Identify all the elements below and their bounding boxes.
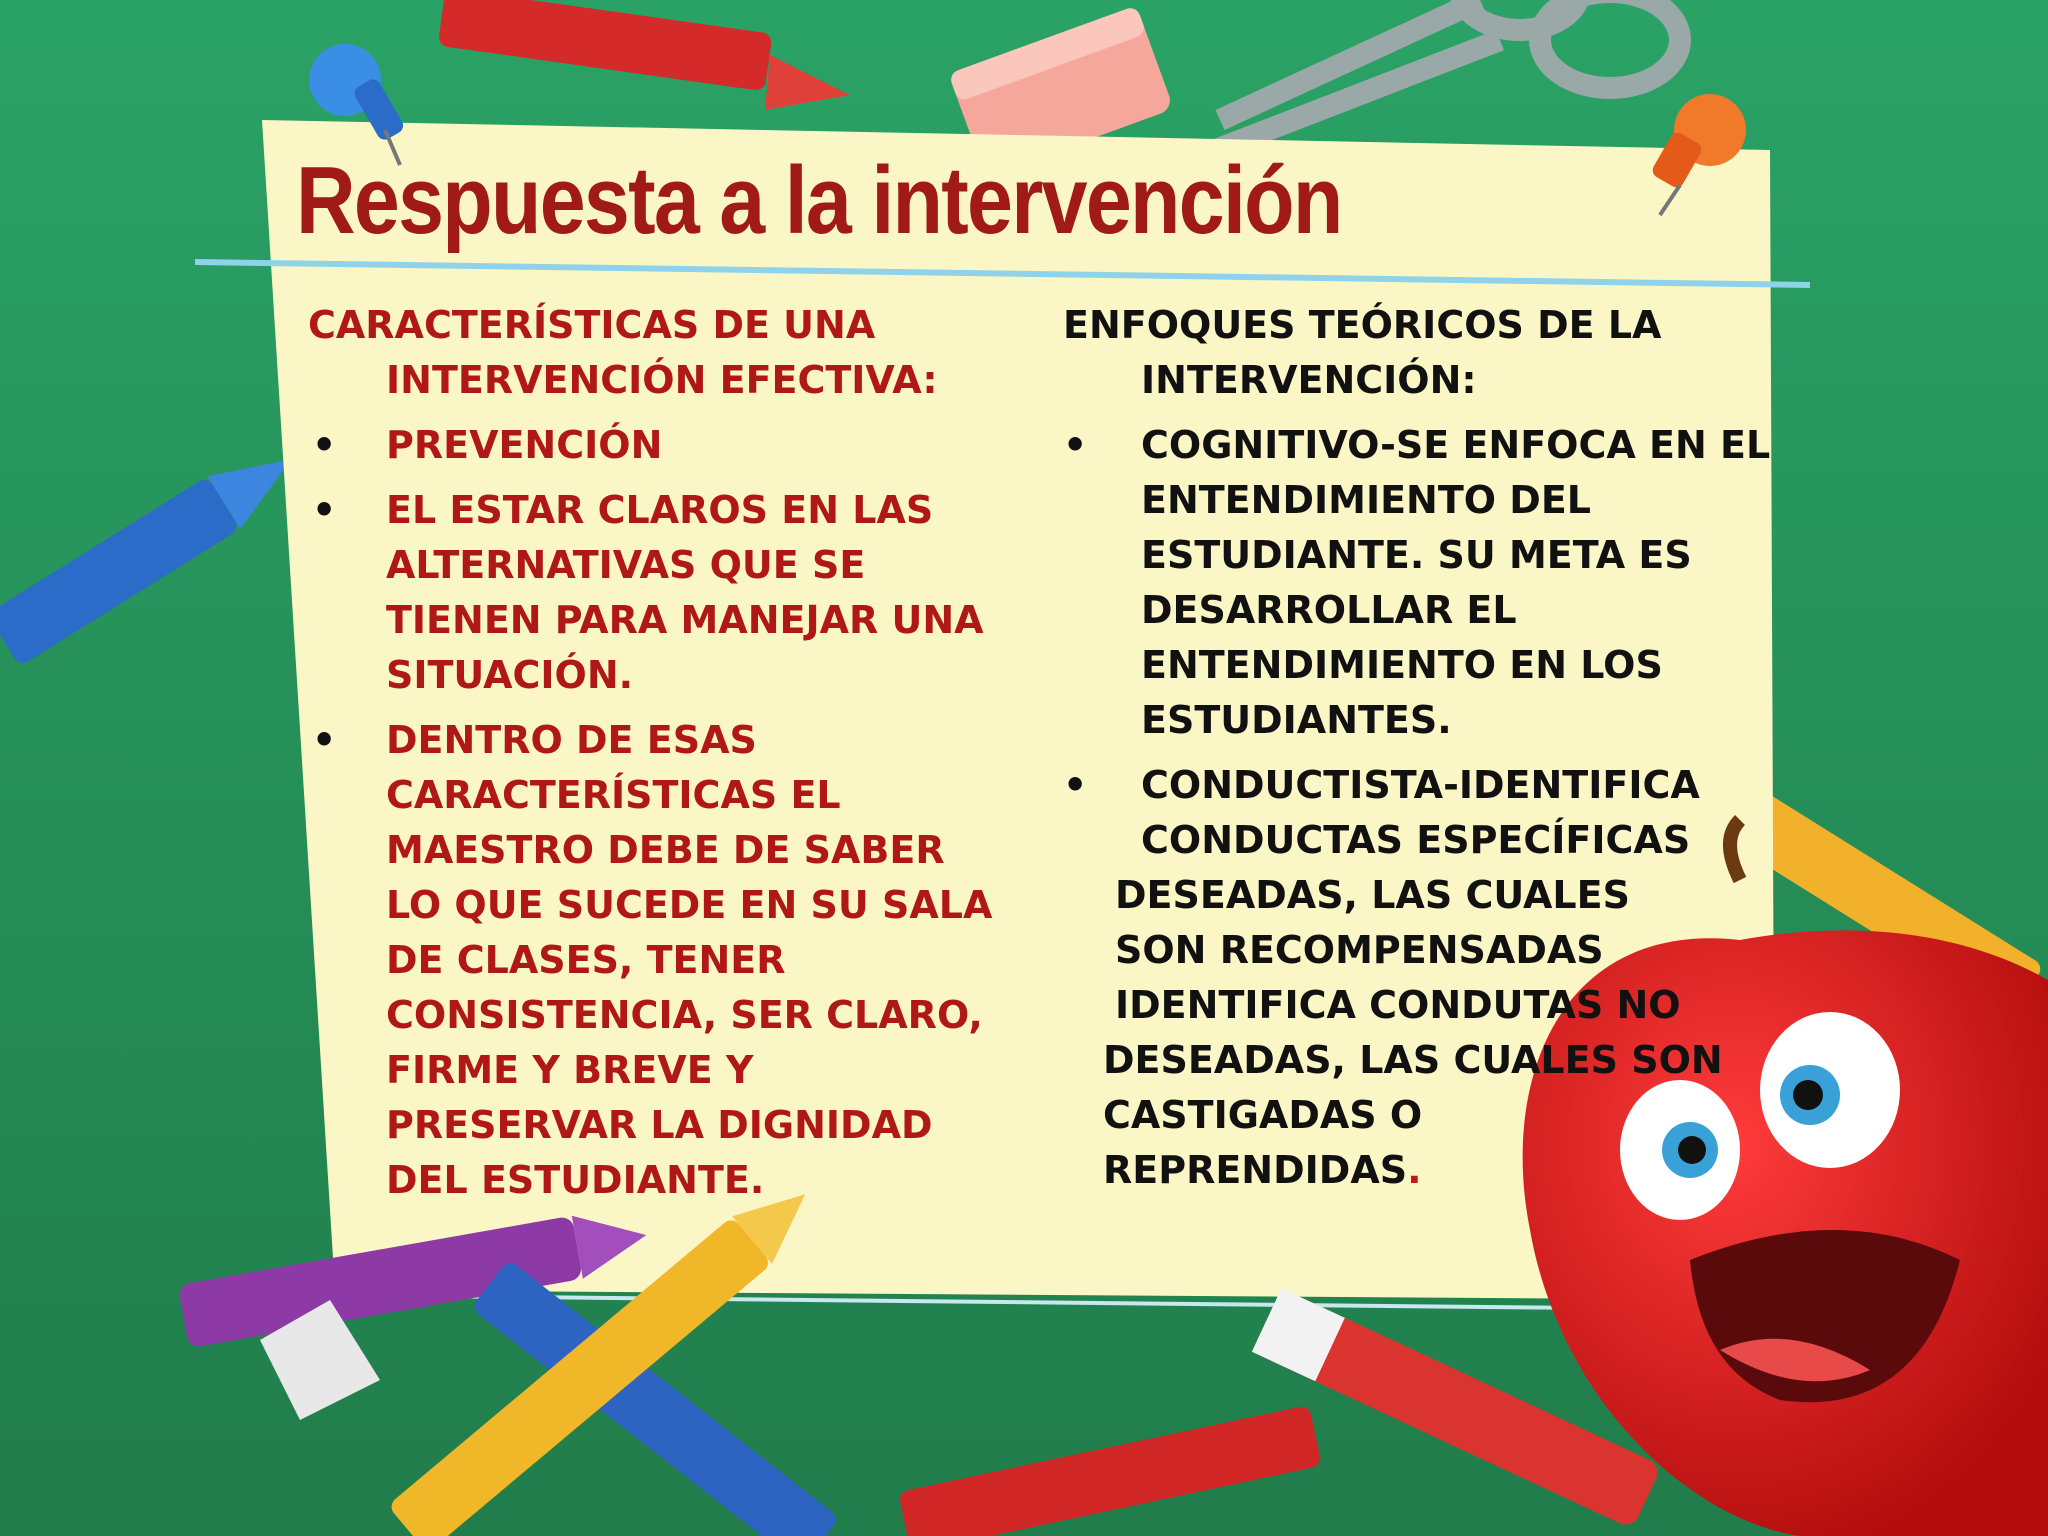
bullet-icon: • (312, 423, 337, 467)
continuation-line: CASTIGADAS O (1103, 1093, 1423, 1137)
left-column-heading: CARACTERÍSTICAS DE UNA INTERVENCIÓN EFECTIVA: (308, 303, 938, 402)
list-item-text: PREVENCIÓN (386, 423, 663, 467)
continuation-line: DESEADAS, LAS CUALES (1115, 873, 1630, 917)
bullet-icon: • (312, 718, 337, 762)
right-bullet-list (1063, 418, 1783, 868)
left-column (308, 298, 1008, 1208)
continuation-line: IDENTIFICA CONDUTAS NO (1115, 983, 1681, 1027)
right-column (1063, 298, 1783, 1198)
list-item (308, 713, 1008, 1208)
list-item-text: DENTRO DE ESAS CARACTERÍSTICAS EL MAESTRO DEBE DE SABER LO QUE SUCEDE EN SU SALA DE CLASES, TENER CONSISTENCIA, SER CLARO, FIRME Y BREVE Y PRESERVAR LA DIGNIDAD DEL ESTUDIANTE. (386, 718, 993, 1202)
slide-title: Respuesta a la intervención (296, 147, 1342, 254)
continuation-line: DESEADAS, LAS CUALES SON (1103, 1038, 1723, 1082)
left-bullet-list (308, 418, 1008, 1208)
list-item-text: CONDUCTISTA-IDENTIFICA CONDUCTAS ESPECÍFICAS (1141, 763, 1700, 862)
last-line-text: REPRENDIDAS (1103, 1148, 1408, 1192)
list-item (308, 483, 1008, 703)
bullet-icon: • (1063, 423, 1088, 467)
list-item (1063, 418, 1783, 748)
list-item (308, 418, 1008, 473)
list-item-text: EL ESTAR CLAROS EN LAS ALTERNATIVAS QUE SE TIENEN PARA MANEJAR UNA SITUACIÓN. (386, 488, 984, 697)
right-column-heading: ENFOQUES TEÓRICOS DE LA INTERVENCIÓN: (1063, 303, 1662, 402)
bullet-icon: • (312, 488, 337, 532)
continuation-last-line (1063, 1143, 1783, 1198)
list-item-text: COGNITIVO-SE ENFOCA EN EL ENTENDIMIENTO DEL ESTUDIANTE. SU META ES DESARROLLAR EL ENTENDIMIENTO EN LOS ESTUDIANTES. (1141, 423, 1771, 742)
last-line-punctuation: . (1407, 1148, 1422, 1192)
continuation-line: SON RECOMPENSADAS (1115, 928, 1604, 972)
bullet-icon: • (1063, 763, 1088, 807)
list-item (1063, 758, 1783, 868)
